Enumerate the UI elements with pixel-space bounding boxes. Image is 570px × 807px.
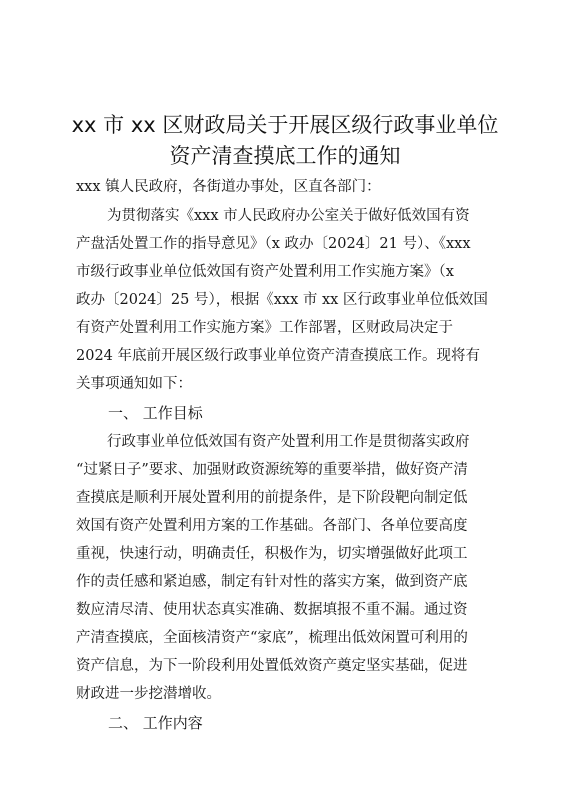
paragraph-line: “过紧日子”要求、加强财政资源统筹的重要举措，做好资产清 <box>76 462 468 478</box>
paragraph-line: 2024 年底前开展区级行政事业单位资产清查摸底工作。现将有 <box>76 348 481 364</box>
paragraph-line: 产盘活处置工作的指导意见》（x 政办〔2024〕21 号）、《xxx <box>76 236 471 252</box>
section-heading-content: 二、 工作内容 <box>108 714 203 732</box>
paragraph-line: 关事项通知如下： <box>76 376 192 392</box>
paragraph-line: 行政事业单位低效国有资产处置利用工作是贯彻落实政府 <box>107 434 470 450</box>
paragraph-line: 有资产处置利用工作实施方案》工作部署，区财政局决定于 <box>76 320 453 336</box>
paragraph-line: 效国有资产处置利用方案的工作基础。各部门、各单位要高度 <box>76 518 468 534</box>
document-title-line-2: 资产清查摸底工作的通知 <box>169 144 401 168</box>
paragraph-line: 重视，快速行动，明确责任，积极作为，切实增强做好此项工 <box>76 546 468 562</box>
section-heading-goals: 一、 工作目标 <box>108 404 203 422</box>
paragraph-line: 查摸底是顺利开展处置利用的前提条件，是下阶段靶向制定低 <box>76 490 468 506</box>
paragraph-line: 产清查摸底，全面核清资产“家底”，梳理出低效闲置可利用的 <box>76 630 468 646</box>
paragraph-line: 数应清尽清、使用状态真实准确、数据填报不重不漏。通过资 <box>76 602 468 618</box>
paragraph-line: 资产信息，为下一阶段利用处置低效资产奠定坚实基础，促进 <box>76 658 468 674</box>
paragraph-line: 作的责任感和紧迫感，制定有针对性的落实方案，做到资产底 <box>76 574 468 590</box>
salutation: xxx 镇人民政府，各街道办事处，区直各部门： <box>76 179 381 195</box>
paragraph-line: 为贯彻落实《xxx 市人民政府办公室关于做好低效国有资 <box>107 208 470 224</box>
paragraph-line: 政办〔2024〕25 号），根据《xxx 市 xx 区行政事业单位低效国 <box>76 292 488 308</box>
document-title-line-1: xx 市 xx 区财政局关于开展区级行政事业单位 <box>71 113 499 137</box>
paragraph-line: 市级行政事业单位低效国有资产处置利用工作实施方案》（x <box>76 264 454 280</box>
paragraph-line: 财政进一步挖潜增收。 <box>76 686 221 702</box>
